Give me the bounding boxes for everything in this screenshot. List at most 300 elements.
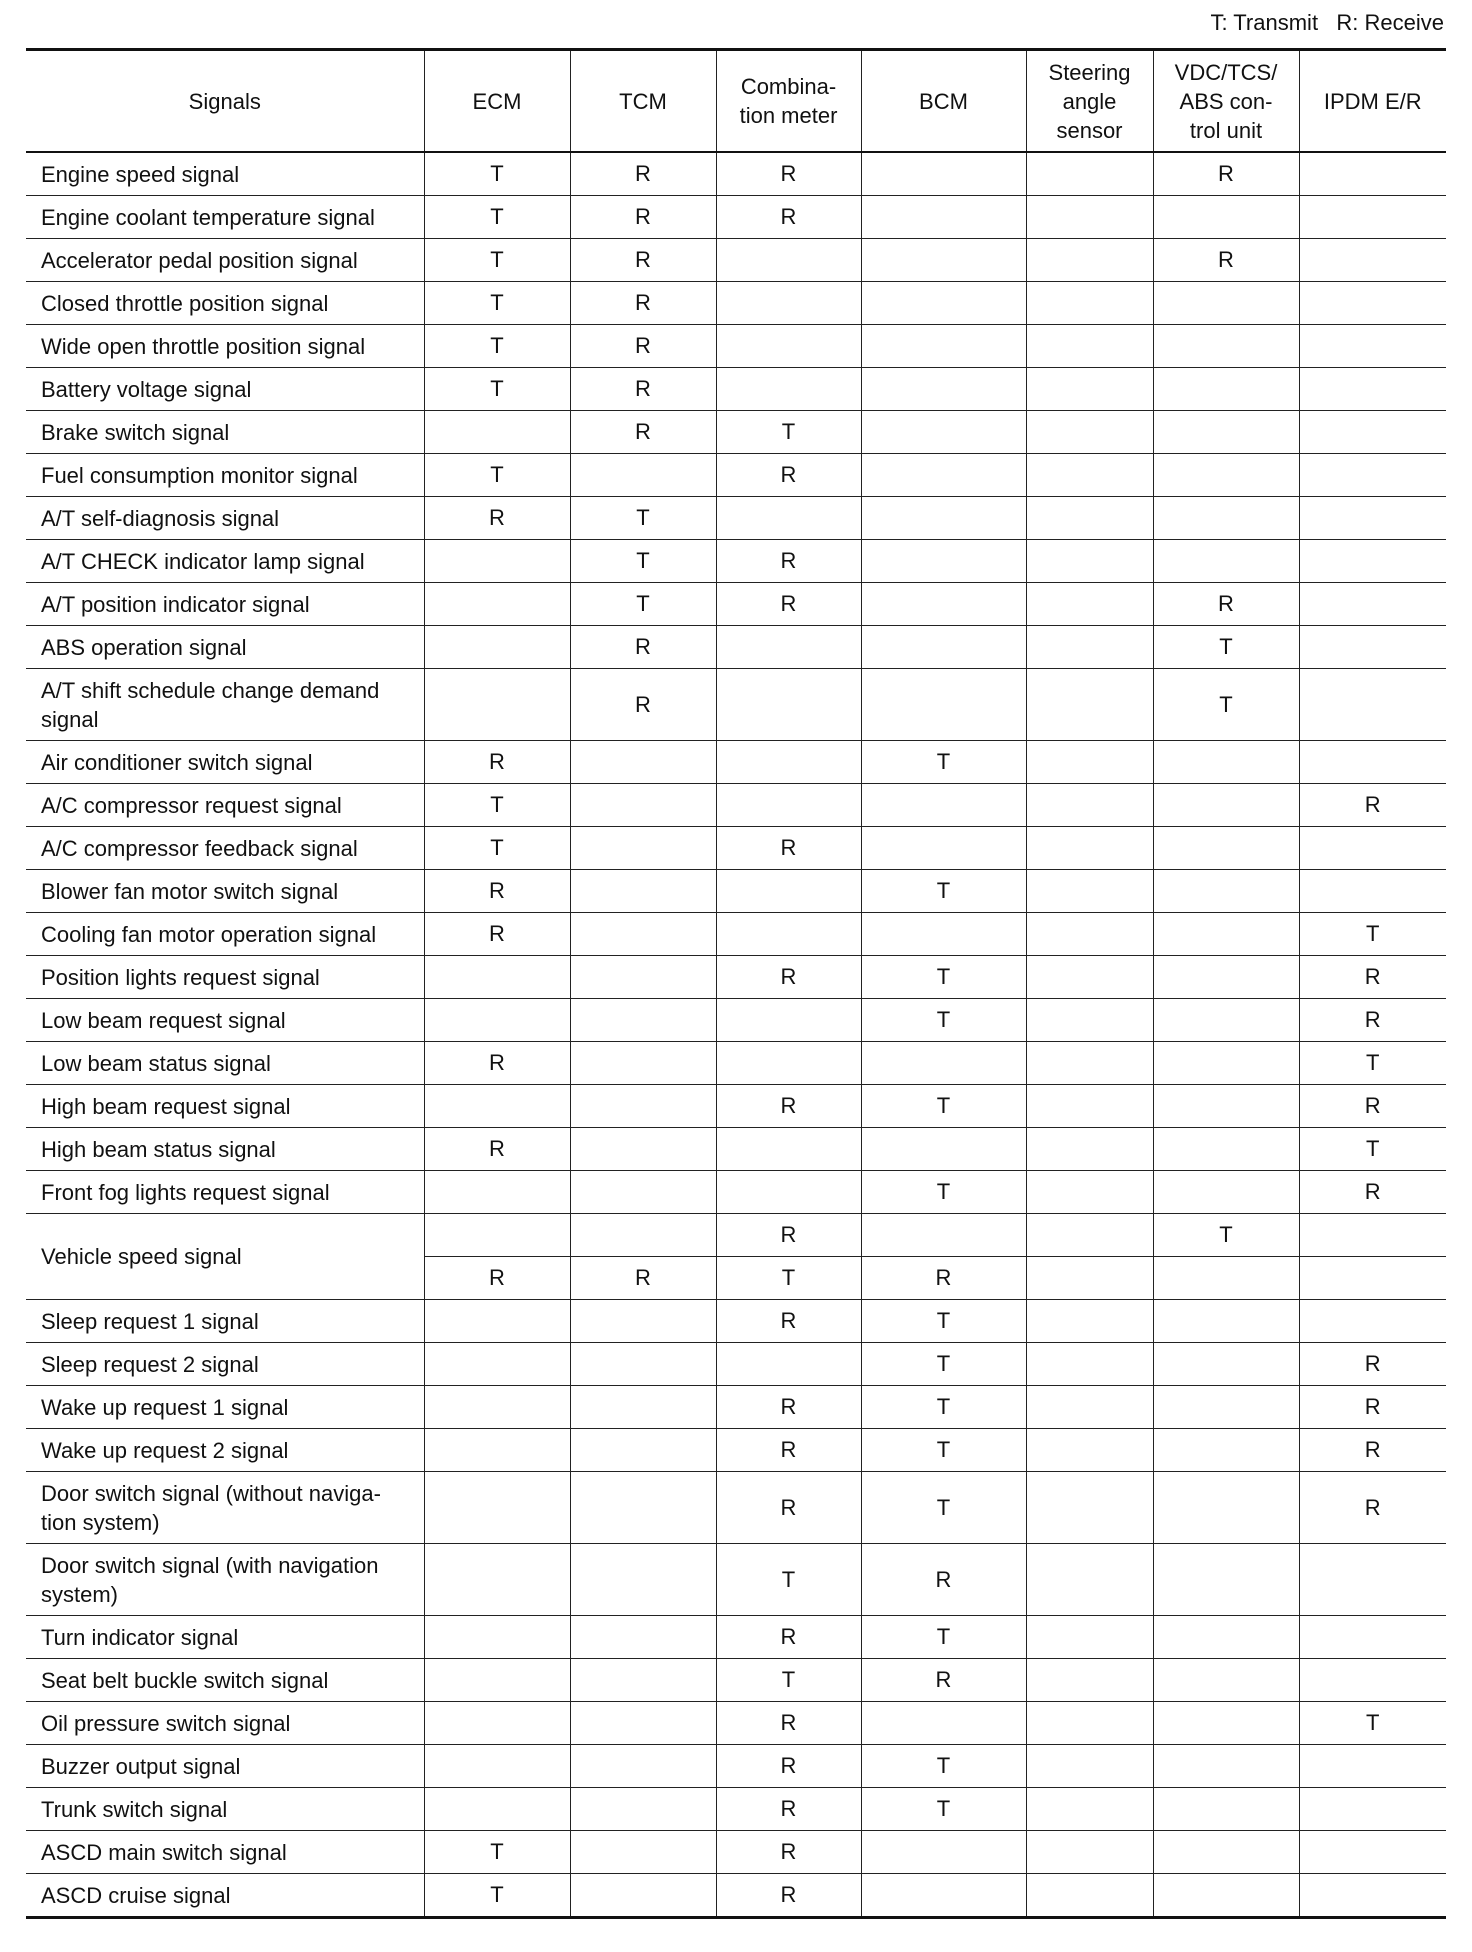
signal-cell: R	[570, 368, 716, 411]
table-row	[26, 196, 1446, 239]
signal-cell: T	[424, 282, 570, 325]
signal-cell	[861, 325, 1026, 368]
signal-cell: T	[716, 1544, 861, 1616]
signal-cell	[1299, 1214, 1446, 1257]
signal-name: Air conditioner switch signal	[26, 741, 424, 784]
signal-cell: R	[1299, 1343, 1446, 1386]
table-row	[26, 1128, 1446, 1171]
signal-cell	[1026, 1544, 1153, 1616]
signal-cell	[716, 870, 861, 913]
signal-name: ASCD main switch signal	[26, 1831, 424, 1874]
signal-cell	[716, 1128, 861, 1171]
signal-cell	[424, 1659, 570, 1702]
signal-cell	[1026, 325, 1153, 368]
signal-cell: T	[424, 454, 570, 497]
signal-cell: R	[716, 1300, 861, 1343]
signal-cell	[570, 1171, 716, 1214]
signal-name: A/C compressor request signal	[26, 784, 424, 827]
table-row	[26, 1788, 1446, 1831]
signal-cell	[1299, 1659, 1446, 1702]
signal-name: Accelerator pedal position signal	[26, 239, 424, 282]
signal-cell	[1153, 999, 1299, 1042]
signal-cell	[1299, 282, 1446, 325]
signal-cell	[861, 827, 1026, 870]
signal-cell	[570, 1702, 716, 1745]
signal-cell	[1026, 1085, 1153, 1128]
signal-cell	[1153, 1788, 1299, 1831]
signal-cell	[1026, 827, 1153, 870]
table-row	[26, 1171, 1446, 1214]
signal-cell	[1299, 1257, 1446, 1300]
signal-cell	[570, 741, 716, 784]
signal-cell: R	[570, 669, 716, 741]
signal-cell	[1026, 454, 1153, 497]
table-row	[26, 1085, 1446, 1128]
table-row	[26, 741, 1446, 784]
signal-cell: R	[716, 1702, 861, 1745]
signal-cell: R	[570, 626, 716, 669]
signal-cell: T	[424, 325, 570, 368]
signal-cell: R	[716, 1472, 861, 1544]
table-row	[26, 1659, 1446, 1702]
table-row	[26, 497, 1446, 540]
signal-cell	[570, 827, 716, 870]
signal-cell	[424, 1745, 570, 1788]
signal-cell	[1026, 1472, 1153, 1544]
signal-cell: R	[1299, 1472, 1446, 1544]
signal-cell	[1299, 1874, 1446, 1918]
signal-cell: R	[716, 1214, 861, 1257]
signal-cell	[570, 1788, 716, 1831]
signal-cell: T	[424, 784, 570, 827]
signal-cell: R	[716, 1788, 861, 1831]
signal-cell: R	[424, 1128, 570, 1171]
signal-cell	[570, 1343, 716, 1386]
signal-cell: R	[424, 497, 570, 540]
signal-cell	[861, 1702, 1026, 1745]
signal-cell: R	[716, 1745, 861, 1788]
signal-name: Wide open throttle position signal	[26, 325, 424, 368]
signal-cell	[1153, 368, 1299, 411]
signal-cell	[861, 411, 1026, 454]
signal-cell	[570, 1214, 716, 1257]
signal-cell: R	[716, 956, 861, 999]
signal-name: Low beam status signal	[26, 1042, 424, 1085]
signal-cell	[570, 454, 716, 497]
signal-cell: T	[861, 870, 1026, 913]
signal-name: Engine speed signal	[26, 152, 424, 196]
signal-name: Door switch signal (without naviga- tion system)	[26, 1472, 424, 1544]
signal-cell: R	[716, 454, 861, 497]
signal-cell: R	[1153, 583, 1299, 626]
table-row	[26, 1874, 1446, 1918]
signal-cell	[1153, 1085, 1299, 1128]
signal-cell: R	[716, 1085, 861, 1128]
signal-cell	[424, 1702, 570, 1745]
signal-cell	[424, 411, 570, 454]
signal-cell: T	[716, 1659, 861, 1702]
table-row	[26, 540, 1446, 583]
signal-cell	[861, 784, 1026, 827]
table-row	[26, 325, 1446, 368]
signal-cell	[1299, 540, 1446, 583]
signal-cell: R	[861, 1659, 1026, 1702]
table-row	[26, 1831, 1446, 1874]
signal-name: Position lights request signal	[26, 956, 424, 999]
signal-cell: R	[716, 1874, 861, 1918]
signal-cell: R	[716, 1429, 861, 1472]
signal-cell: T	[861, 1788, 1026, 1831]
signal-cell	[1299, 669, 1446, 741]
signal-cell: T	[716, 411, 861, 454]
signal-cell: R	[716, 1386, 861, 1429]
signal-cell: R	[716, 152, 861, 196]
signal-name: Wake up request 2 signal	[26, 1429, 424, 1472]
table-row	[26, 1042, 1446, 1085]
signal-cell	[570, 1300, 716, 1343]
signal-cell	[1299, 1544, 1446, 1616]
column-header-ipdm-er: IPDM E/R	[1299, 50, 1446, 153]
column-header-vdc-tcs-abs: VDC/TCS/ ABS con- trol unit	[1153, 50, 1299, 153]
signal-name: High beam request signal	[26, 1085, 424, 1128]
signal-cell	[1153, 454, 1299, 497]
signal-cell	[1153, 411, 1299, 454]
signal-cell	[1026, 368, 1153, 411]
signal-cell	[1299, 870, 1446, 913]
signal-cell	[1153, 913, 1299, 956]
signal-cell	[1026, 999, 1153, 1042]
signal-name: Fuel consumption monitor signal	[26, 454, 424, 497]
signal-name: Door switch signal (with navigation system)	[26, 1544, 424, 1616]
signal-cell: R	[716, 827, 861, 870]
signal-cell: T	[861, 1300, 1026, 1343]
signal-name: Seat belt buckle switch signal	[26, 1659, 424, 1702]
signal-cell	[1026, 1745, 1153, 1788]
signal-name: Turn indicator signal	[26, 1616, 424, 1659]
signal-cell	[1026, 956, 1153, 999]
signal-cell	[716, 669, 861, 741]
can-signal-table	[26, 48, 1446, 1919]
signal-cell	[716, 368, 861, 411]
signal-cell	[716, 913, 861, 956]
signal-cell: T	[861, 1085, 1026, 1128]
signal-cell: R	[1299, 999, 1446, 1042]
signal-cell: R	[570, 1257, 716, 1300]
signal-cell	[1299, 1831, 1446, 1874]
signal-name: A/T self-diagnosis signal	[26, 497, 424, 540]
signal-cell: T	[424, 827, 570, 870]
signal-cell	[716, 282, 861, 325]
signal-cell	[1026, 1042, 1153, 1085]
signal-cell	[570, 1085, 716, 1128]
table-row	[26, 1214, 1446, 1257]
signal-name: A/T shift schedule change demand signal	[26, 669, 424, 741]
table-row	[26, 956, 1446, 999]
signal-cell	[1153, 741, 1299, 784]
table-row	[26, 669, 1446, 741]
signal-cell	[861, 239, 1026, 282]
signal-cell	[1153, 1257, 1299, 1300]
signal-cell	[1153, 1128, 1299, 1171]
signal-cell	[424, 583, 570, 626]
signal-cell	[570, 1042, 716, 1085]
signal-cell: R	[716, 1831, 861, 1874]
signal-name: ASCD cruise signal	[26, 1874, 424, 1918]
signal-cell: T	[861, 1616, 1026, 1659]
signal-cell	[1153, 1659, 1299, 1702]
table-body	[26, 152, 1446, 1918]
signal-cell: R	[1299, 1386, 1446, 1429]
signal-cell	[1026, 1343, 1153, 1386]
signal-cell	[424, 1544, 570, 1616]
signal-cell: R	[1299, 1171, 1446, 1214]
signal-cell: T	[570, 583, 716, 626]
signal-cell	[716, 1343, 861, 1386]
signal-cell	[1026, 196, 1153, 239]
signal-cell: T	[861, 1745, 1026, 1788]
signal-cell	[1026, 1831, 1153, 1874]
signal-name: Buzzer output signal	[26, 1745, 424, 1788]
signal-cell	[861, 1831, 1026, 1874]
signal-cell: T	[1299, 1042, 1446, 1085]
signal-cell	[716, 626, 861, 669]
signal-cell	[570, 1472, 716, 1544]
signal-cell	[424, 1300, 570, 1343]
signal-cell	[861, 497, 1026, 540]
signal-cell	[861, 196, 1026, 239]
signal-cell	[1026, 1257, 1153, 1300]
signal-cell: T	[1153, 669, 1299, 741]
signal-name: Blower fan motor switch signal	[26, 870, 424, 913]
signal-cell	[716, 784, 861, 827]
signal-cell: R	[570, 239, 716, 282]
signal-cell	[424, 1472, 570, 1544]
signal-cell: R	[1299, 1429, 1446, 1472]
signal-cell	[1153, 1042, 1299, 1085]
signal-name: Closed throttle position signal	[26, 282, 424, 325]
signal-cell: R	[861, 1544, 1026, 1616]
signal-cell	[1026, 1128, 1153, 1171]
signal-cell	[424, 540, 570, 583]
table-row	[26, 411, 1446, 454]
signal-cell	[570, 1128, 716, 1171]
signal-cell: R	[1153, 239, 1299, 282]
table-row	[26, 1472, 1446, 1544]
signal-cell	[570, 1616, 716, 1659]
signal-cell	[1299, 411, 1446, 454]
signal-cell	[1026, 1788, 1153, 1831]
signal-cell: R	[570, 152, 716, 196]
table-row	[26, 368, 1446, 411]
signal-cell	[1153, 1300, 1299, 1343]
signal-cell	[861, 913, 1026, 956]
column-header-bcm: BCM	[861, 50, 1026, 153]
signal-cell	[1299, 368, 1446, 411]
signal-cell: R	[861, 1257, 1026, 1300]
signal-cell: T	[861, 1386, 1026, 1429]
signal-cell	[1153, 1702, 1299, 1745]
signal-name: Sleep request 2 signal	[26, 1343, 424, 1386]
signal-name: Sleep request 1 signal	[26, 1300, 424, 1343]
signal-cell: T	[570, 540, 716, 583]
signal-cell	[570, 784, 716, 827]
signal-cell	[570, 1659, 716, 1702]
signal-cell	[424, 669, 570, 741]
signal-cell	[1026, 1874, 1153, 1918]
column-header-combination-meter: Combina- tion meter	[716, 50, 861, 153]
signal-cell	[1026, 411, 1153, 454]
signal-cell	[570, 1544, 716, 1616]
signal-cell	[1026, 1171, 1153, 1214]
signal-cell	[861, 540, 1026, 583]
signal-cell	[1153, 1343, 1299, 1386]
signal-name: Battery voltage signal	[26, 368, 424, 411]
signal-cell: T	[424, 152, 570, 196]
signal-cell: R	[716, 583, 861, 626]
signal-cell: R	[570, 196, 716, 239]
signal-cell	[1026, 1300, 1153, 1343]
signal-cell	[424, 1343, 570, 1386]
signal-cell: T	[424, 1874, 570, 1918]
signal-cell	[424, 1171, 570, 1214]
signal-cell	[570, 1429, 716, 1472]
signal-cell	[1153, 196, 1299, 239]
signal-cell	[1299, 583, 1446, 626]
signal-cell	[570, 870, 716, 913]
signal-cell: R	[424, 1257, 570, 1300]
signal-cell	[1026, 870, 1153, 913]
signal-cell: T	[424, 239, 570, 282]
signal-cell	[1153, 1472, 1299, 1544]
column-header-steering-angle-sensor: Steering angle sensor	[1026, 50, 1153, 153]
signal-name: A/C compressor feedback signal	[26, 827, 424, 870]
signal-cell	[424, 956, 570, 999]
table-row	[26, 784, 1446, 827]
signal-cell	[424, 1788, 570, 1831]
table-row	[26, 152, 1446, 196]
signal-cell	[570, 956, 716, 999]
signal-name: A/T CHECK indicator lamp signal	[26, 540, 424, 583]
column-header-tcm: TCM	[570, 50, 716, 153]
signal-cell	[1153, 1171, 1299, 1214]
signal-cell: R	[1299, 956, 1446, 999]
signal-cell	[1299, 827, 1446, 870]
signal-cell	[716, 741, 861, 784]
table-row	[26, 1745, 1446, 1788]
table-row	[26, 1343, 1446, 1386]
signal-cell: R	[716, 540, 861, 583]
signal-cell	[716, 239, 861, 282]
signal-cell	[1026, 741, 1153, 784]
signal-cell: T	[1299, 1702, 1446, 1745]
signal-cell	[570, 913, 716, 956]
header-row	[26, 50, 1446, 153]
signal-cell	[861, 626, 1026, 669]
table-row	[26, 827, 1446, 870]
signal-cell: T	[861, 1429, 1026, 1472]
signal-cell	[1153, 1745, 1299, 1788]
signal-name: Trunk switch signal	[26, 1788, 424, 1831]
signal-cell	[861, 282, 1026, 325]
signal-cell	[1153, 1874, 1299, 1918]
signal-cell: T	[716, 1257, 861, 1300]
signal-name: Engine coolant temperature signal	[26, 196, 424, 239]
signal-cell: T	[1299, 913, 1446, 956]
signal-cell	[1026, 239, 1153, 282]
signal-cell	[1026, 669, 1153, 741]
signal-cell	[1026, 540, 1153, 583]
signal-cell	[1153, 282, 1299, 325]
table-row	[26, 1429, 1446, 1472]
signal-cell	[1026, 784, 1153, 827]
signal-cell: T	[861, 1343, 1026, 1386]
table-row	[26, 454, 1446, 497]
legend: T: Transmit R: Receive	[1210, 10, 1444, 35]
signal-cell: R	[1299, 1085, 1446, 1128]
signal-cell	[861, 1214, 1026, 1257]
signal-cell	[716, 497, 861, 540]
signal-cell	[1299, 497, 1446, 540]
signal-cell	[1299, 1616, 1446, 1659]
signal-cell: T	[570, 497, 716, 540]
signal-cell	[570, 1386, 716, 1429]
signal-cell	[424, 1386, 570, 1429]
table-row	[26, 1616, 1446, 1659]
signal-cell	[1153, 1616, 1299, 1659]
table-row	[26, 870, 1446, 913]
signal-cell: R	[716, 1616, 861, 1659]
table-row	[26, 282, 1446, 325]
table-row	[26, 1702, 1446, 1745]
signal-cell	[1153, 827, 1299, 870]
signal-cell	[716, 1171, 861, 1214]
signal-cell	[861, 1874, 1026, 1918]
signal-cell	[1299, 152, 1446, 196]
signal-cell	[424, 999, 570, 1042]
signal-cell: T	[424, 368, 570, 411]
table-header	[26, 50, 1446, 153]
signal-cell	[1153, 1386, 1299, 1429]
signal-cell: R	[570, 411, 716, 454]
signal-cell	[1026, 1214, 1153, 1257]
signal-cell	[1026, 583, 1153, 626]
signal-cell	[1299, 741, 1446, 784]
signal-name: Wake up request 1 signal	[26, 1386, 424, 1429]
signal-cell: T	[861, 1472, 1026, 1544]
signal-cell: T	[1299, 1128, 1446, 1171]
signal-cell	[1153, 956, 1299, 999]
signal-cell: R	[424, 870, 570, 913]
signal-cell	[1026, 152, 1153, 196]
signal-cell	[424, 1085, 570, 1128]
signal-cell	[424, 1214, 570, 1257]
signal-cell	[716, 325, 861, 368]
signal-cell	[1026, 497, 1153, 540]
signal-cell	[424, 1429, 570, 1472]
signal-cell	[1299, 1300, 1446, 1343]
signal-cell	[570, 1831, 716, 1874]
signal-cell	[424, 626, 570, 669]
signal-name: High beam status signal	[26, 1128, 424, 1171]
signal-cell	[1299, 1788, 1446, 1831]
signal-cell	[1026, 1702, 1153, 1745]
signal-cell	[1153, 497, 1299, 540]
signal-cell	[861, 368, 1026, 411]
signal-cell	[861, 669, 1026, 741]
signal-cell	[424, 1616, 570, 1659]
signal-cell	[861, 1128, 1026, 1171]
signal-cell	[1153, 1429, 1299, 1472]
